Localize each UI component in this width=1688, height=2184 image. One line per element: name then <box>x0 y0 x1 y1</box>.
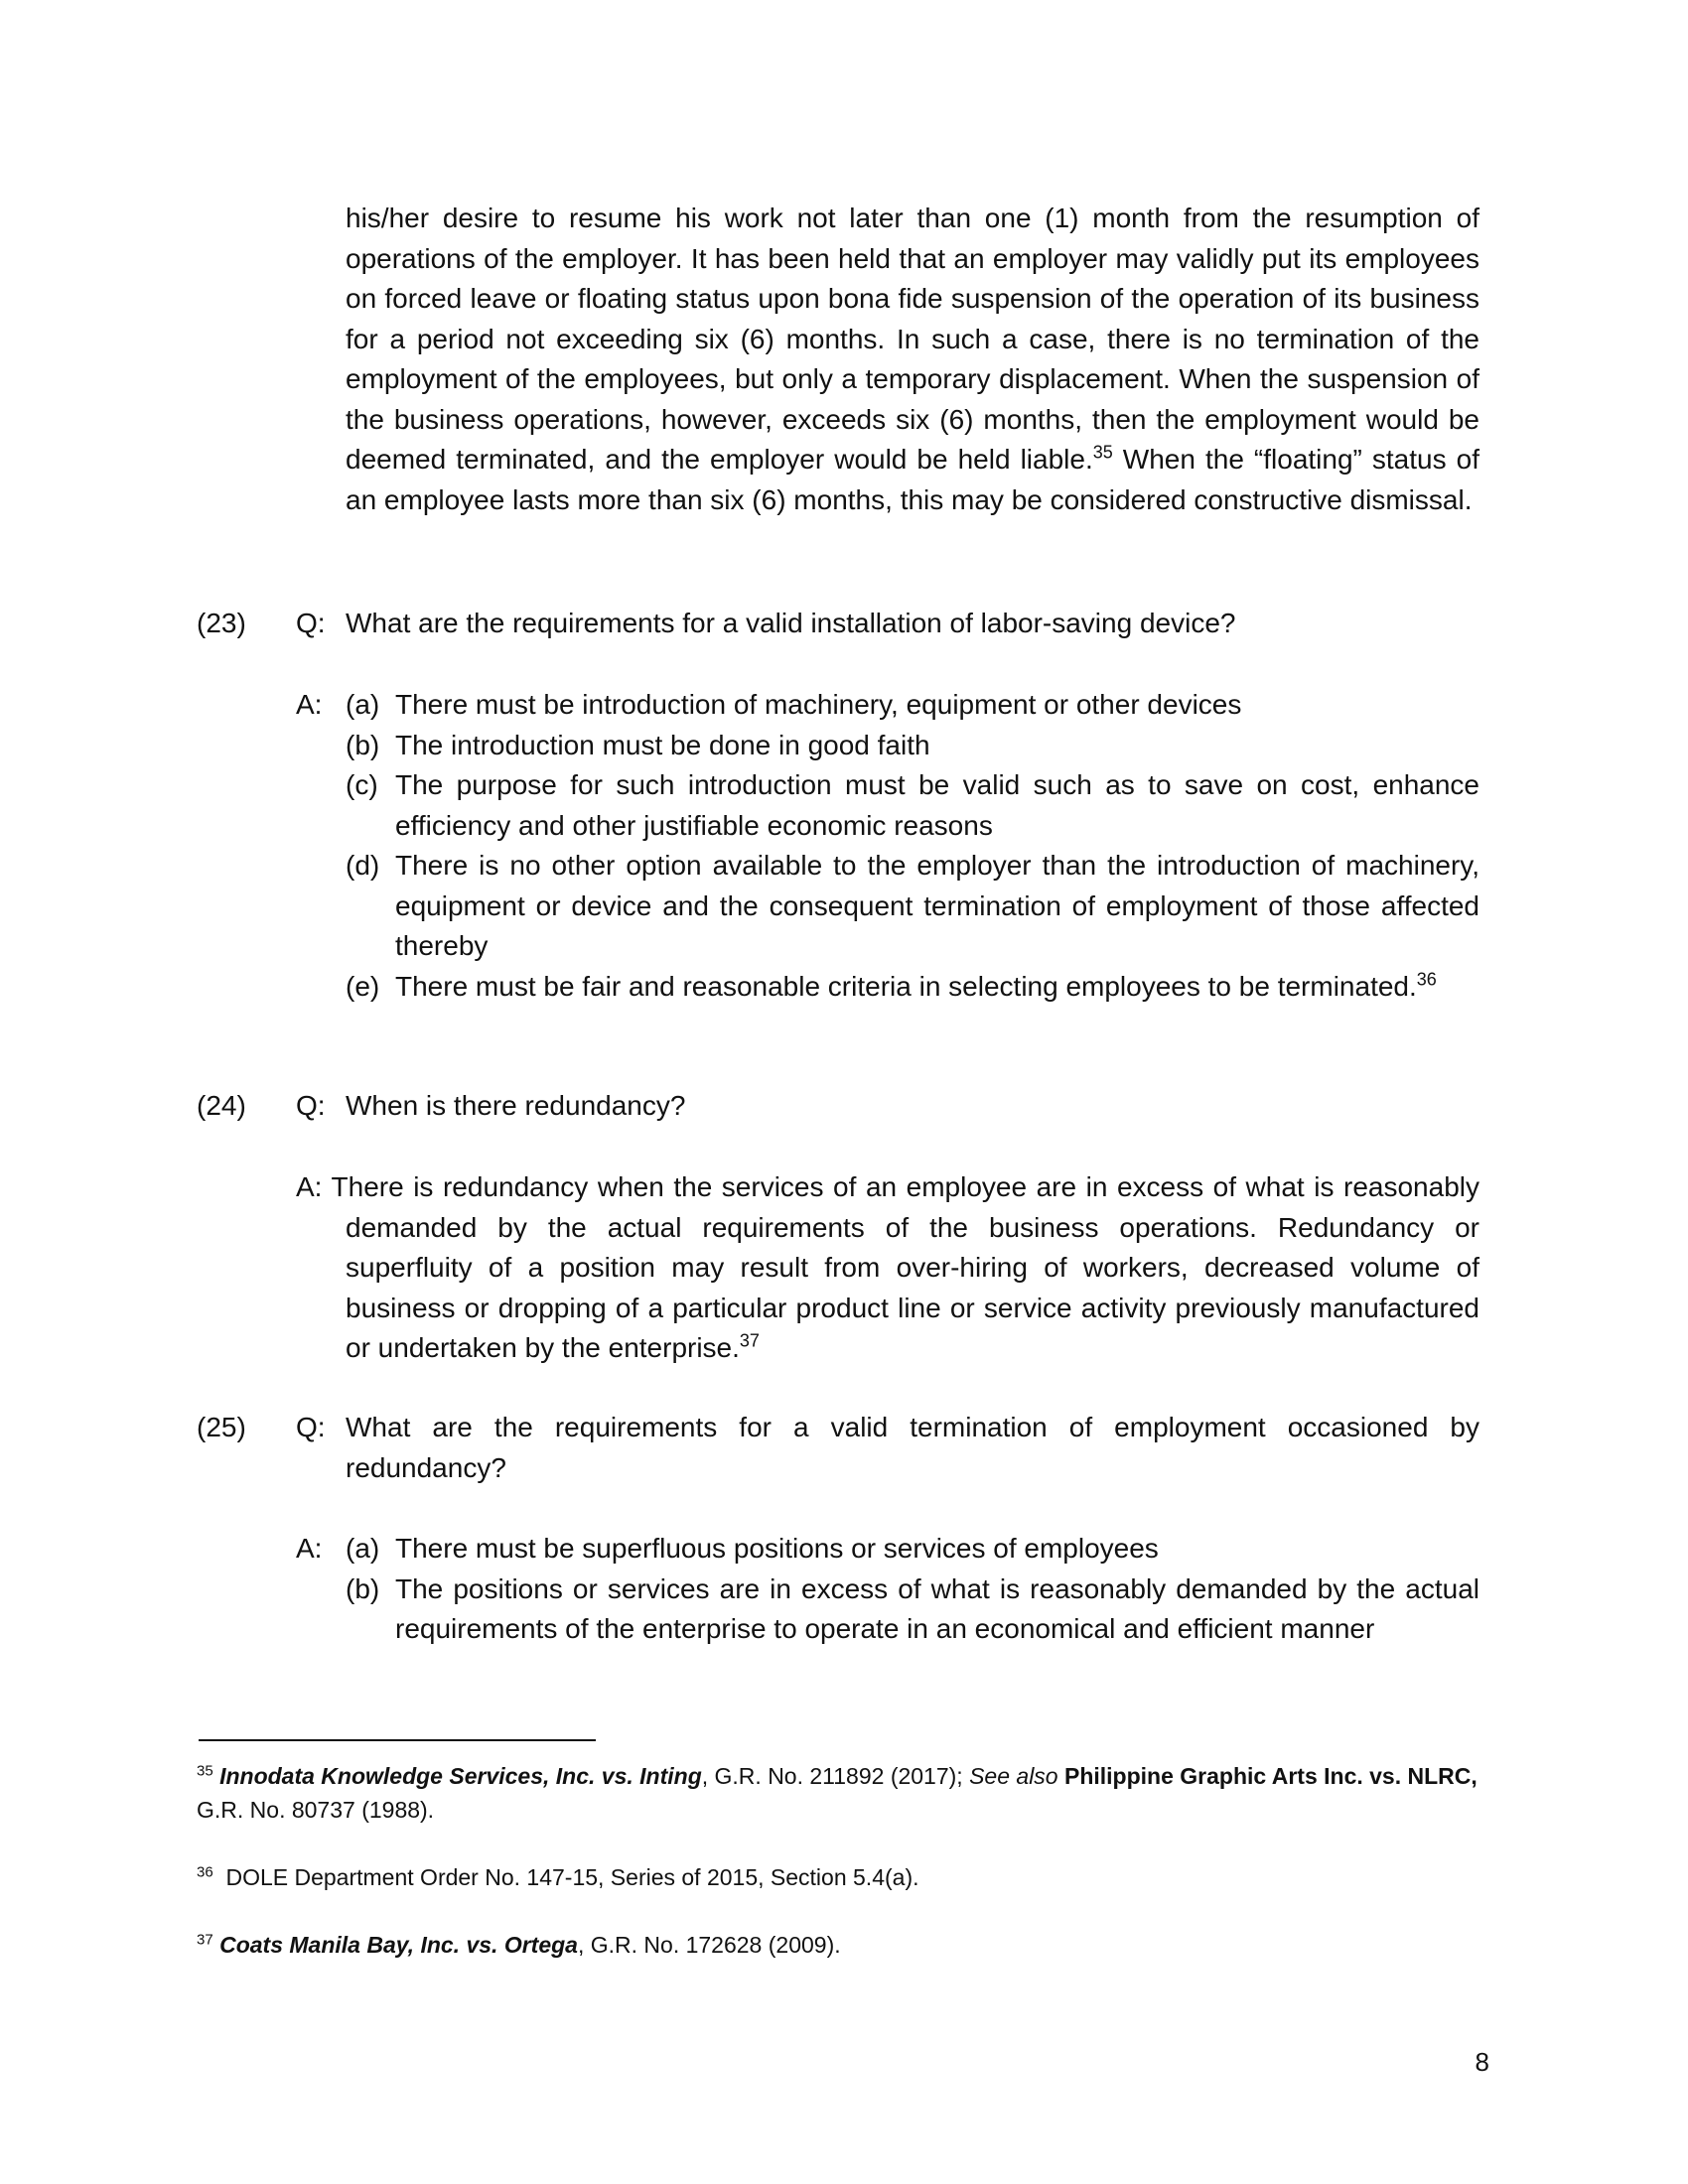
item-marker: (b) <box>346 729 380 760</box>
footnote-ref-37[interactable]: 37 <box>739 1330 760 1351</box>
intro-paragraph <box>346 199 1479 520</box>
list-item <box>346 726 1479 766</box>
footnote-number: 36 <box>197 1863 213 1881</box>
item-marker: (b) <box>346 1572 380 1604</box>
case-name: Coats Manila Bay, Inc. vs. Ortega <box>219 1932 578 1958</box>
list-item <box>346 1570 1479 1650</box>
citation: , G.R. No. 211892 (2017); <box>701 1763 970 1789</box>
item-text: The positions or services are in excess of what is reasonably demanded by the actual requirements of the enterprise to operate in an economical and efficient manner <box>395 1572 1479 1644</box>
answer-label: A: <box>296 1171 323 1202</box>
question-number: (23) <box>197 608 246 638</box>
citation: , G.R. No. 172628 (2009). <box>577 1932 841 1958</box>
question-label: Q: <box>296 608 326 638</box>
footnote-number: 37 <box>197 1931 213 1949</box>
list-item <box>346 685 1479 726</box>
answer-text: There is redundancy when the services of an employee are in excess of what is reasonably demanded by the actual requirements of the business operations. Redundancy or superfluity of a position may result from over-hiring of workers, decreased volume of business or dropping of a particular product line or service activity previously manufactured or undertaken by the enterprise. <box>331 1171 1479 1363</box>
footnote-35 <box>197 1759 1479 1827</box>
item-marker: (a) <box>346 689 380 720</box>
citation: G.R. No. 80737 (1988). <box>197 1797 435 1823</box>
item-marker: (c) <box>346 769 378 800</box>
question-text: When is there redundancy? <box>346 1090 686 1121</box>
intro-text-part1: his/her desire to resume his work not later than one (1) month from the resumption of operations of the employer. It has been held that an employer may validly put its employees on forced leave or floating status upon bona fide suspension of the operation of its business for a period not exceeding six (6) months. In such a case, there is no termination of the employment of the employees, but only a temporary displacement. When the suspension of the business operations, however, exceeds six (6) months, then the employment would be deemed terminated, and the employer would be held liable. <box>346 203 1479 475</box>
answer-label: A: <box>296 689 323 720</box>
answer-label: A: <box>296 1533 323 1564</box>
footnote-ref-36[interactable]: 36 <box>1416 969 1437 990</box>
item-marker: (e) <box>346 970 380 1002</box>
question-text: What are the requirements for a valid installation of labor-saving device? <box>346 608 1236 638</box>
answer-list <box>346 1529 1479 1650</box>
list-item <box>346 967 1479 1008</box>
answer-paragraph <box>296 1167 1479 1369</box>
footnote-text: DOLE Department Order No. 147-15, Series of 2015, Section 5.4(a). <box>225 1864 919 1890</box>
page-number: 8 <box>1475 2047 1489 2077</box>
item-marker: (d) <box>346 850 380 881</box>
question-number: (25) <box>197 1412 246 1442</box>
footnote-separator <box>199 1739 596 1741</box>
item-text: The introduction must be done in good faith <box>395 729 930 760</box>
item-text: There must be fair and reasonable criteria in selecting employees to be terminated. <box>395 970 1417 1002</box>
list-item <box>346 846 1479 967</box>
see-also-signal: See also <box>969 1763 1058 1789</box>
item-text: There must be superfluous positions or services of employees <box>395 1533 1159 1564</box>
question-label: Q: <box>296 1090 326 1121</box>
footnote-number: 35 <box>197 1762 213 1780</box>
item-text: There must be introduction of machinery, equipment or other devices <box>395 689 1242 720</box>
question-number: (24) <box>197 1090 246 1121</box>
list-item <box>346 1529 1479 1570</box>
footnote-36 <box>197 1860 1479 1894</box>
answer-list <box>346 685 1479 1007</box>
footnote-37 <box>197 1928 1479 1962</box>
item-marker: (a) <box>346 1533 380 1564</box>
list-item <box>346 765 1479 846</box>
case-name: Innodata Knowledge Services, Inc. vs. Inting <box>219 1763 702 1789</box>
case-name: Philippine Graphic Arts Inc. vs. NLRC, <box>1057 1763 1477 1789</box>
item-text: There is no other option available to the employer than the introduction of machinery, equipment or device and the consequent termination of employment of those affected thereby <box>395 850 1479 961</box>
question-text: What are the requirements for a valid termination of employment occasioned by redundancy? <box>346 1412 1479 1483</box>
question-label: Q: <box>296 1412 326 1442</box>
item-text: The purpose for such introduction must be valid such as to save on cost, enhance efficiency and other justifiable economic reasons <box>395 769 1479 841</box>
intro-text-part2: When the “floating” status of an employee lasts more than six (6) months, this may be considered constructive dismissal. <box>346 444 1479 515</box>
footnote-ref-35[interactable]: 35 <box>1092 442 1113 463</box>
